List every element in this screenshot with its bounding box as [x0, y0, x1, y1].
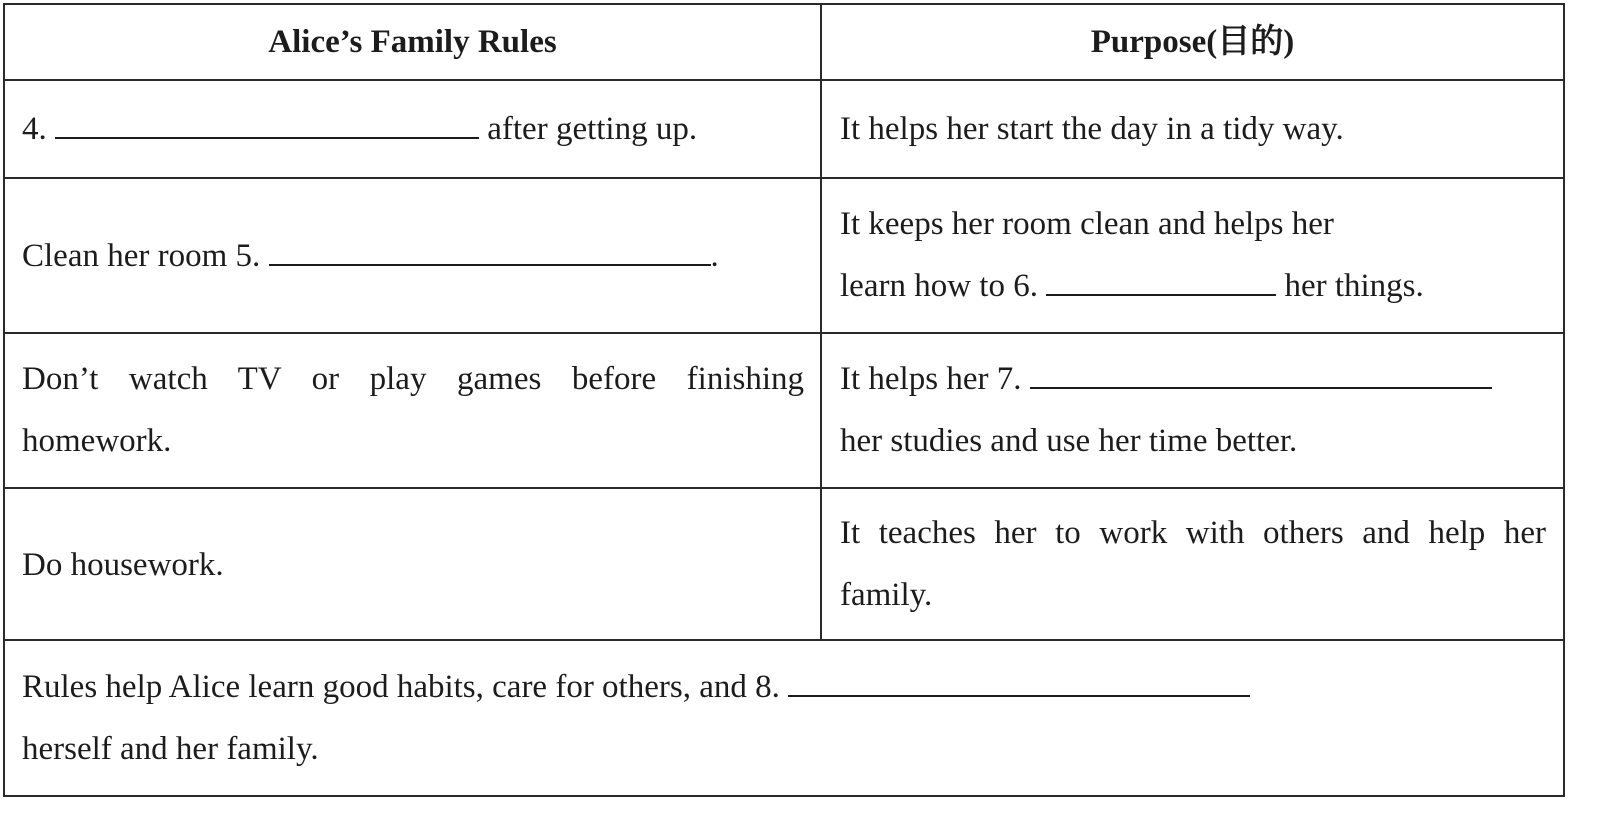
purpose-2-line2-prefix: learn how to 6.: [840, 268, 1038, 304]
purpose-3-line1: [840, 348, 1546, 410]
row-divider-1: [3, 177, 1565, 179]
purpose-3-line1-prefix: It helps her 7.: [840, 361, 1022, 397]
rule-4-number: 4.: [22, 111, 47, 147]
purpose-1: It helps her start the day in a tidy way.: [840, 111, 1344, 147]
answer-blank-4[interactable]: [55, 104, 479, 139]
answer-blank-5[interactable]: [269, 231, 711, 266]
summary-line1-prefix: Rules help Alice learn good habits, care for others, and 8.: [22, 669, 780, 705]
row-divider-2: [3, 332, 1565, 334]
rule-5-period: .: [710, 238, 719, 274]
rule-5-prefix: Clean her room 5.: [22, 238, 261, 274]
column-divider: [820, 3, 822, 641]
rule-4: [22, 98, 812, 160]
table-border-top: [3, 3, 1565, 5]
summary-line2: herself and her family.: [22, 731, 319, 767]
rule-5: [22, 225, 812, 287]
summary-line1: [22, 656, 1552, 718]
table-border-right: [1563, 3, 1565, 797]
rules-column-header: Alice’s Family Rules: [268, 24, 557, 60]
purpose-2-line2-suffix: her things.: [1284, 268, 1424, 304]
answer-blank-8[interactable]: [788, 662, 1250, 697]
row-divider-3: [3, 487, 1565, 489]
rule-3-text: Don’t watch TV or play games before finishing homework.: [22, 361, 804, 459]
purpose-2-line1: It keeps her room clean and helps her: [840, 206, 1334, 242]
table-border-bottom: [3, 795, 1565, 797]
answer-blank-7[interactable]: [1030, 354, 1492, 389]
header-divider: [3, 79, 1565, 81]
purpose-2-line2: [840, 255, 1546, 317]
rule-4-suffix: after getting up.: [487, 111, 698, 147]
table-border-left: [3, 3, 5, 797]
answer-blank-6[interactable]: [1046, 261, 1276, 296]
purpose-column-header: Purpose(目的): [1090, 24, 1295, 60]
purpose-3-line2: her studies and use her time better.: [840, 423, 1298, 459]
row-divider-4: [3, 639, 1565, 641]
purpose-4: It teaches her to work with others and help her family.: [840, 515, 1546, 613]
rule-housework: Do housework.: [22, 547, 224, 583]
